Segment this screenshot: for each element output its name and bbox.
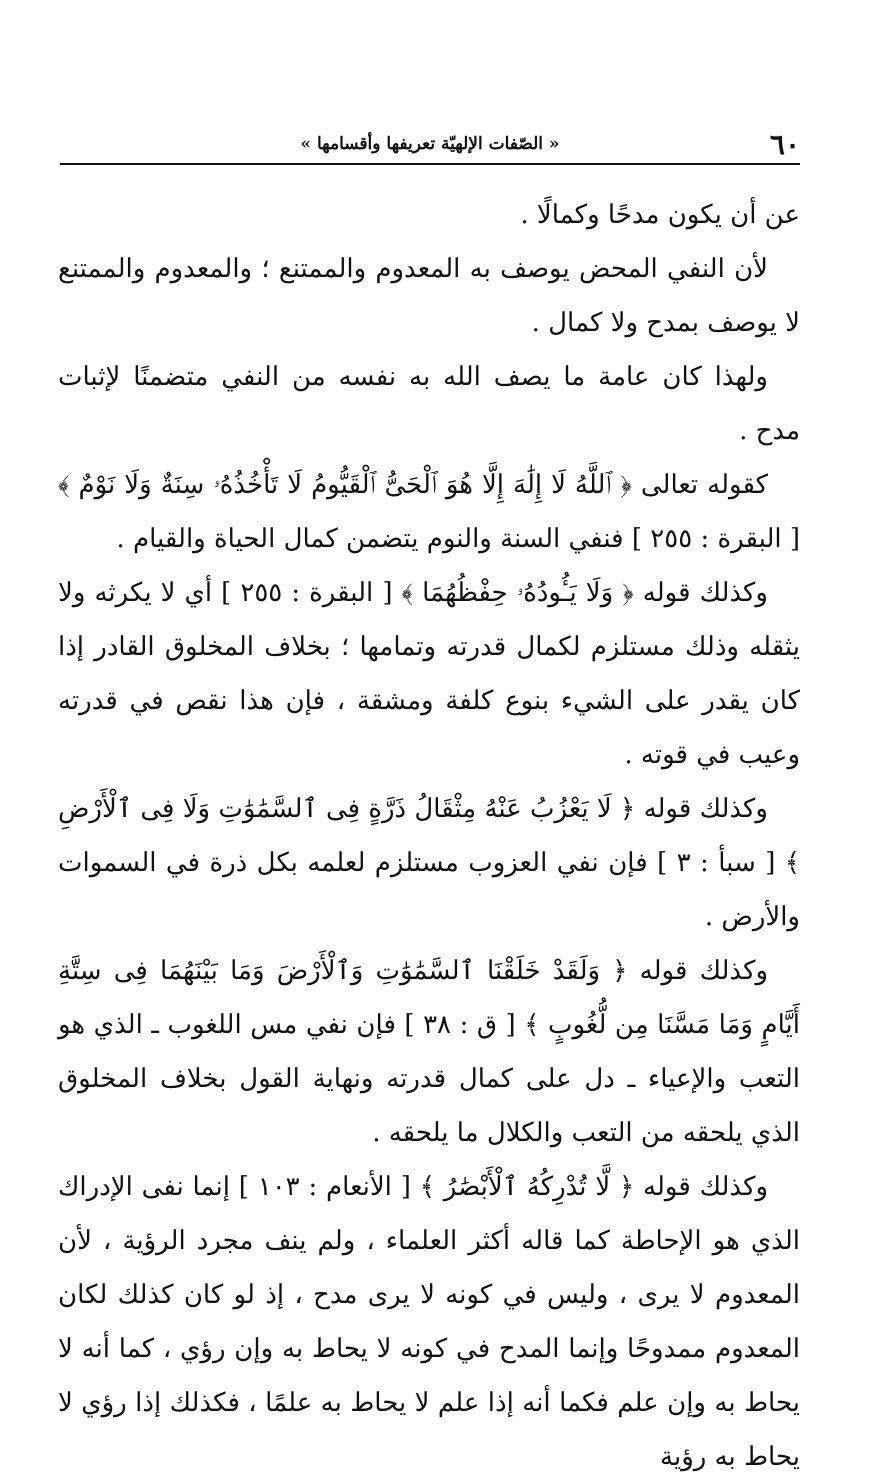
paragraph-3: ولهذا كان عامة ما يصف الله به نفسه من النفي متضمنًا لإثبات مدح . (58, 362, 800, 446)
paragraph-2: لأن النفي المحض يوصف به المعدوم والممتنع ؛ والمعدوم والممتنع لا يوصف بمدح ولا كمال . (58, 254, 800, 338)
page-number: ٦٠ (769, 128, 800, 161)
running-title: « الصّفات الإلهيّة تعريفها وأقسامها » (300, 134, 560, 154)
paragraph-7: وكذلك قوله ﴿ وَلَقَدْ خَلَقْنَا ٱلسَّمَٰوَٰتِ وَٱلْأَرْضَ وَمَا بَيْنَهُمَا فِى سِتَّةِ أَيَّامٍ وَمَا مَسَّنَا مِن لُّغُوبٍ ﴾ [ ق : ٣٨ ] فإن نفي مس اللغوب ـ الذي هو التعب والإعياء ـ دل على كمال قدرته ونهاية القول بخلاف المخلوق الذي يلحقه من التعب والكلال ما يلحقه . (58, 956, 800, 1148)
paragraph-5: وكذلك قوله ﴿ وَلَا يَـُٔودُهُۥ حِفْظُهُمَا ﴾ [ البقرة : ٢٥٥ ] أي لا يكرثه ولا يثقله وذلك مستلزم لكمال قدرته وتمامها ؛ بخلاف المخلوق القادر إذا كان يقدر على الشيء بنوع كلفة ومشقة ، فإن هذا نقص في قدرته وعيب في قوته . (58, 578, 800, 770)
paragraph-4: كقوله تعالى ﴿ ٱللَّهُ لَا إِلَٰهَ إِلَّا هُوَ ٱلْحَىُّ ٱلْقَيُّومُ لَا تَأْخُذُهُۥ سِنَةٌ وَلَا نَوْمٌ ﴾ [ البقرة : ٢٥٥ ] فنفي السنة والنوم يتضمن كمال الحياة والقيام . (58, 470, 800, 554)
paragraph-6: وكذلك قوله ﴿ لَا يَعْزُبُ عَنْهُ مِثْقَالُ ذَرَّةٍ فِى ٱلسَّمَٰوَٰتِ وَلَا فِى ٱلْأَرْضِ ﴾ [ سبأ : ٣ ] فإن نفي العزوب مستلزم لعلمه بكل ذرة في السموات والأرض . (58, 794, 800, 932)
body-text (58, 188, 800, 1484)
paragraph-1: عن أن يكون مدحًا وكمالًا . (520, 200, 800, 230)
paragraph-8: وكذلك قوله ﴿ لَّا تُدْرِكُهُ ٱلْأَبْصَٰرُ ﴾ [ الأنعام : ١٠٣ ] إنما نفى الإدراك الذي هو الإحاطة كما قاله أكثر العلماء ، ولم ينف مجرد الرؤية ، لأن المعدوم لا يرى ، وليس في كونه لا يرى مدح ، إذ لو كان كذلك لكان المعدوم ممدوحًا وإنما المدح في كونه لا يحاط به وإن رؤي ، كما أنه لا يحاط به وإن علم فكما أنه إذا علم لا يحاط به علمًا ، فكذلك إذا رؤي لا يحاط به رؤية (58, 1172, 800, 1472)
page-header (60, 120, 800, 164)
header-rule (60, 163, 800, 165)
